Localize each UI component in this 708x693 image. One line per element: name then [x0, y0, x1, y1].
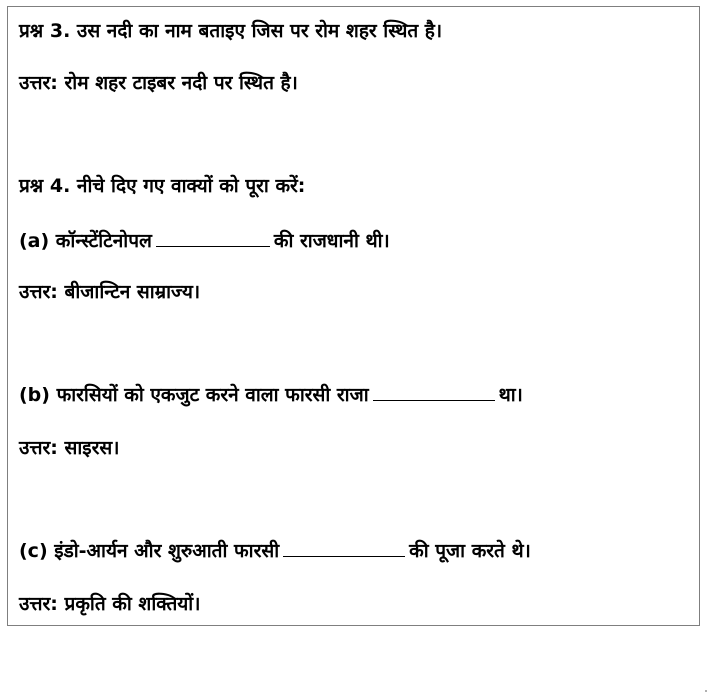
fill-blank-4c: [283, 538, 405, 557]
question-4b-text-before: (b) फारसियों को एकजुट करने वाला फारसी राजा: [19, 384, 369, 406]
stray-dot: [705, 690, 707, 692]
content-box: [7, 6, 700, 626]
answer-4c: उत्तर: प्रकृति की शक्तियों।: [19, 593, 201, 615]
question-4c-text-after: की पूजा करते थे।: [409, 540, 531, 562]
question-4b-text-after: था।: [498, 384, 523, 406]
answer-4b: उत्तर: साइरस।: [19, 437, 120, 459]
question-4a: [19, 228, 390, 253]
question-3: प्रश्न 3. उस नदी का नाम बताइए जिस पर रोम शहर स्थित है।: [19, 20, 443, 42]
question-4a-text-after: की राजधानी थी।: [273, 230, 390, 252]
question-4c-text-before: (c) इंडो-आर्यन और शुरुआती फारसी: [19, 540, 280, 562]
answer-3: उत्तर: रोम शहर टाइबर नदी पर स्थित है।: [19, 72, 298, 94]
fill-blank-4a: [156, 228, 270, 247]
question-4b: [19, 382, 523, 407]
fill-blank-4b: [373, 382, 495, 401]
answer-4a: उत्तर: बीजान्टिन साम्राज्य।: [19, 281, 201, 303]
question-4a-text-before: (a) कॉन्स्टेंटिनोपल: [19, 230, 152, 252]
question-4c: [19, 538, 531, 563]
question-4: प्रश्न 4. नीचे दिए गए वाक्यों को पूरा करें:: [19, 175, 306, 197]
